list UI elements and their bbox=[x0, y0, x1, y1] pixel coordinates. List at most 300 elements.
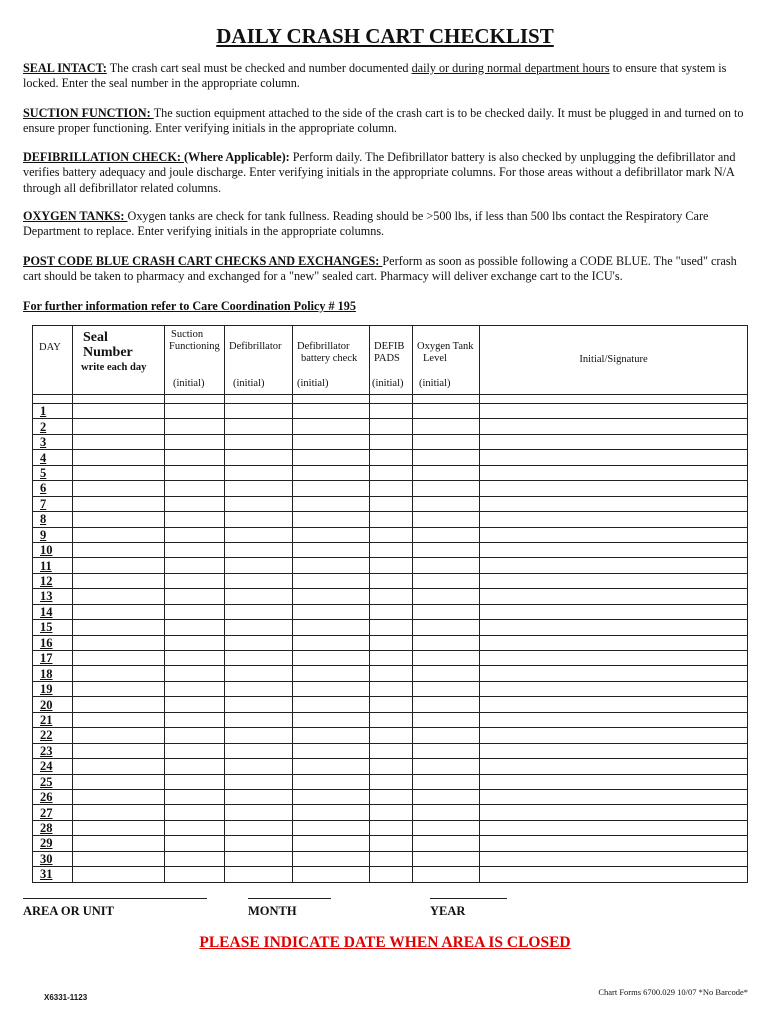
day-number: 17 bbox=[33, 651, 73, 666]
day-number: 3 bbox=[33, 434, 73, 449]
defib-pads-cell[interactable] bbox=[370, 481, 413, 496]
defibrillator-cell[interactable] bbox=[225, 450, 293, 465]
defib-pads-cell[interactable] bbox=[370, 743, 413, 758]
defib-battery-cell[interactable] bbox=[293, 774, 370, 789]
day-row bbox=[33, 851, 748, 866]
defibrillator-cell[interactable] bbox=[225, 419, 293, 434]
day-row bbox=[33, 450, 748, 465]
signature-column-header: Initial/Signature bbox=[480, 326, 748, 395]
suction-cell[interactable] bbox=[165, 820, 225, 835]
suction-cell[interactable] bbox=[165, 604, 225, 619]
defib-pads-header-line2: PADS bbox=[374, 353, 400, 364]
oxygen-cell[interactable] bbox=[413, 820, 480, 835]
seal-number-cell[interactable] bbox=[73, 789, 165, 804]
oxygen-cell[interactable] bbox=[413, 558, 480, 573]
signature-cell[interactable] bbox=[480, 789, 748, 804]
day-column-header: DAY bbox=[33, 326, 73, 395]
seal-number-cell[interactable] bbox=[73, 450, 165, 465]
signature-cell[interactable] bbox=[480, 527, 748, 542]
oxygen-cell[interactable] bbox=[413, 434, 480, 449]
defibrillator-cell[interactable] bbox=[225, 512, 293, 527]
defib-battery-cell[interactable] bbox=[293, 558, 370, 573]
table-header-row bbox=[33, 326, 748, 395]
day-row bbox=[33, 666, 748, 681]
defibrillator-cell[interactable] bbox=[225, 743, 293, 758]
signature-cell[interactable] bbox=[480, 496, 748, 511]
day-row bbox=[33, 728, 748, 743]
day-number: 4 bbox=[33, 450, 73, 465]
signature-cell[interactable] bbox=[480, 851, 748, 866]
defibrillator-column-header bbox=[225, 326, 293, 395]
seal-number-cell[interactable] bbox=[73, 774, 165, 789]
defibrillator-cell[interactable] bbox=[225, 651, 293, 666]
month-label: MONTH bbox=[248, 904, 297, 918]
defib-pads-cell[interactable] bbox=[370, 666, 413, 681]
day-row bbox=[33, 805, 748, 820]
oxygen-header-initial: (initial) bbox=[419, 378, 451, 389]
suction-column-header bbox=[165, 326, 225, 395]
day-number: 1 bbox=[33, 404, 73, 419]
suction-cell[interactable] bbox=[165, 867, 225, 882]
defib-battery-cell[interactable] bbox=[293, 512, 370, 527]
suction-function-instructions bbox=[23, 106, 753, 137]
seal-number-cell[interactable] bbox=[73, 558, 165, 573]
defibrillation-check-text: Perform daily. The Defibrillator battery is also checked by unplugging the defibrillator and verifies battery adequacy and joule discharge. Enter verifying initials in the appropriate columns. For those areas without a defibrillator mark N/A through all defibrillator related columns. bbox=[23, 150, 736, 195]
defib-battery-cell[interactable] bbox=[293, 666, 370, 681]
defib-battery-cell[interactable] bbox=[293, 465, 370, 480]
suction-cell[interactable] bbox=[165, 728, 225, 743]
signature-cell[interactable] bbox=[480, 419, 748, 434]
defibrillator-cell[interactable] bbox=[225, 527, 293, 542]
defibrillator-cell[interactable] bbox=[225, 867, 293, 882]
defibrillator-cell[interactable] bbox=[225, 620, 293, 635]
defib-pads-cell[interactable] bbox=[370, 496, 413, 511]
defib-battery-cell[interactable] bbox=[293, 820, 370, 835]
suction-cell[interactable] bbox=[165, 635, 225, 650]
day-number: 5 bbox=[33, 465, 73, 480]
seal-number-cell[interactable] bbox=[73, 697, 165, 712]
defib-battery-cell[interactable] bbox=[293, 697, 370, 712]
seal-intact-underlined: daily or during normal department hours bbox=[411, 61, 610, 75]
day-row bbox=[33, 759, 748, 774]
defib-battery-cell[interactable] bbox=[293, 867, 370, 882]
seal-number-cell[interactable] bbox=[73, 805, 165, 820]
suction-cell[interactable] bbox=[165, 651, 225, 666]
defib-pads-cell[interactable] bbox=[370, 774, 413, 789]
defib-battery-cell[interactable] bbox=[293, 404, 370, 419]
defibrillator-cell[interactable] bbox=[225, 465, 293, 480]
defibrillator-cell[interactable] bbox=[225, 635, 293, 650]
suction-cell[interactable] bbox=[165, 851, 225, 866]
signature-cell[interactable] bbox=[480, 512, 748, 527]
seal-number-cell[interactable] bbox=[73, 820, 165, 835]
seal-number-cell[interactable] bbox=[73, 527, 165, 542]
signature-cell[interactable] bbox=[480, 651, 748, 666]
signature-cell[interactable] bbox=[480, 743, 748, 758]
day-number: 23 bbox=[33, 743, 73, 758]
seal-number-cell[interactable] bbox=[73, 419, 165, 434]
oxygen-cell[interactable] bbox=[413, 759, 480, 774]
suction-cell[interactable] bbox=[165, 666, 225, 681]
oxygen-cell[interactable] bbox=[413, 542, 480, 557]
suction-cell[interactable] bbox=[165, 620, 225, 635]
day-row bbox=[33, 712, 748, 727]
defibrillator-cell[interactable] bbox=[225, 589, 293, 604]
signature-cell[interactable] bbox=[480, 573, 748, 588]
oxygen-cell[interactable] bbox=[413, 620, 480, 635]
defib-battery-cell[interactable] bbox=[293, 789, 370, 804]
defib-battery-cell[interactable] bbox=[293, 743, 370, 758]
day-number: 21 bbox=[33, 712, 73, 727]
signature-cell[interactable] bbox=[480, 774, 748, 789]
signature-cell[interactable] bbox=[480, 697, 748, 712]
signature-cell[interactable] bbox=[480, 867, 748, 882]
post-code-blue-instructions bbox=[23, 254, 753, 285]
day-row bbox=[33, 681, 748, 696]
suction-cell[interactable] bbox=[165, 465, 225, 480]
defib-battery-cell[interactable] bbox=[293, 450, 370, 465]
suction-cell[interactable] bbox=[165, 697, 225, 712]
oxygen-cell[interactable] bbox=[413, 635, 480, 650]
oxygen-cell[interactable] bbox=[413, 481, 480, 496]
defibrillator-cell[interactable] bbox=[225, 789, 293, 804]
oxygen-cell[interactable] bbox=[413, 651, 480, 666]
defibrillator-cell[interactable] bbox=[225, 666, 293, 681]
defib-battery-cell[interactable] bbox=[293, 712, 370, 727]
oxygen-cell[interactable] bbox=[413, 697, 480, 712]
defibrillator-cell[interactable] bbox=[225, 805, 293, 820]
defib-battery-cell[interactable] bbox=[293, 759, 370, 774]
defib-battery-cell[interactable] bbox=[293, 496, 370, 511]
seal-number-cell[interactable] bbox=[73, 496, 165, 511]
defibrillator-cell[interactable] bbox=[225, 542, 293, 557]
defib-battery-cell[interactable] bbox=[293, 635, 370, 650]
day-row bbox=[33, 743, 748, 758]
defib-battery-cell[interactable] bbox=[293, 589, 370, 604]
defib-pads-cell[interactable] bbox=[370, 419, 413, 434]
oxygen-cell[interactable] bbox=[413, 465, 480, 480]
seal-number-cell[interactable] bbox=[73, 404, 165, 419]
defib-pads-cell[interactable] bbox=[370, 728, 413, 743]
day-number: 31 bbox=[33, 867, 73, 882]
day-row bbox=[33, 434, 748, 449]
oxygen-cell[interactable] bbox=[413, 404, 480, 419]
seal-number-cell[interactable] bbox=[73, 759, 165, 774]
signature-cell[interactable] bbox=[480, 558, 748, 573]
seal-intact-text-a: The crash cart seal must be checked and number documented bbox=[106, 61, 412, 75]
defib-battery-cell[interactable] bbox=[293, 419, 370, 434]
suction-cell[interactable] bbox=[165, 404, 225, 419]
day-number: 20 bbox=[33, 697, 73, 712]
day-number: 27 bbox=[33, 805, 73, 820]
seal-header-line1: Seal bbox=[83, 330, 108, 345]
defib-pads-cell[interactable] bbox=[370, 820, 413, 835]
defib-battery-cell[interactable] bbox=[293, 434, 370, 449]
day-number: 7 bbox=[33, 496, 73, 511]
checklist-table bbox=[32, 325, 748, 883]
defib-pads-column-header bbox=[370, 326, 413, 395]
seal-number-cell[interactable] bbox=[73, 666, 165, 681]
oxygen-cell[interactable] bbox=[413, 851, 480, 866]
day-number: 16 bbox=[33, 635, 73, 650]
defib-pads-cell[interactable] bbox=[370, 681, 413, 696]
day-number: 24 bbox=[33, 759, 73, 774]
defib-battery-cell[interactable] bbox=[293, 542, 370, 557]
oxygen-cell[interactable] bbox=[413, 712, 480, 727]
closed-notice: PLEASE INDICATE DATE WHEN AREA IS CLOSED bbox=[199, 934, 571, 951]
suction-header-line1: Suction bbox=[171, 329, 204, 340]
defib-battery-cell[interactable] bbox=[293, 728, 370, 743]
seal-number-cell[interactable] bbox=[73, 681, 165, 696]
seal-number-cell[interactable] bbox=[73, 512, 165, 527]
defib-battery-header-line2: battery check bbox=[301, 353, 358, 364]
signature-cell[interactable] bbox=[480, 604, 748, 619]
oxygen-cell[interactable] bbox=[413, 681, 480, 696]
defibrillator-cell[interactable] bbox=[225, 573, 293, 588]
oxygen-cell[interactable] bbox=[413, 450, 480, 465]
day-row bbox=[33, 867, 748, 882]
oxygen-cell[interactable] bbox=[413, 867, 480, 882]
suction-cell[interactable] bbox=[165, 481, 225, 496]
seal-number-cell[interactable] bbox=[73, 465, 165, 480]
defib-pads-cell[interactable] bbox=[370, 512, 413, 527]
signature-cell[interactable] bbox=[480, 450, 748, 465]
defibrillator-cell[interactable] bbox=[225, 712, 293, 727]
defib-pads-cell[interactable] bbox=[370, 465, 413, 480]
defib-battery-cell[interactable] bbox=[293, 681, 370, 696]
year-label: YEAR bbox=[430, 904, 466, 918]
suction-cell[interactable] bbox=[165, 419, 225, 434]
signature-cell[interactable] bbox=[480, 712, 748, 727]
suction-cell[interactable] bbox=[165, 434, 225, 449]
suction-cell[interactable] bbox=[165, 681, 225, 696]
suction-cell[interactable] bbox=[165, 542, 225, 557]
oxygen-cell[interactable] bbox=[413, 512, 480, 527]
defibrillator-cell[interactable] bbox=[225, 774, 293, 789]
defib-pads-cell[interactable] bbox=[370, 697, 413, 712]
defib-battery-cell[interactable] bbox=[293, 527, 370, 542]
oxygen-cell[interactable] bbox=[413, 496, 480, 511]
defib-pads-cell[interactable] bbox=[370, 434, 413, 449]
day-row bbox=[33, 419, 748, 434]
seal-number-cell[interactable] bbox=[73, 604, 165, 619]
defibrillator-cell[interactable] bbox=[225, 558, 293, 573]
defibrillator-cell[interactable] bbox=[225, 681, 293, 696]
defib-pads-header-initial: (initial) bbox=[372, 378, 404, 389]
defibrillator-cell[interactable] bbox=[225, 697, 293, 712]
defibrillator-cell[interactable] bbox=[225, 481, 293, 496]
signature-cell[interactable] bbox=[480, 434, 748, 449]
oxygen-cell[interactable] bbox=[413, 728, 480, 743]
seal-number-cell[interactable] bbox=[73, 542, 165, 557]
day-row bbox=[33, 789, 748, 804]
oxygen-cell[interactable] bbox=[413, 666, 480, 681]
defib-battery-cell[interactable] bbox=[293, 620, 370, 635]
defib-pads-cell[interactable] bbox=[370, 620, 413, 635]
day-row bbox=[33, 774, 748, 789]
seal-number-cell[interactable] bbox=[73, 573, 165, 588]
day-row bbox=[33, 573, 748, 588]
seal-number-cell[interactable] bbox=[73, 635, 165, 650]
defib-battery-cell[interactable] bbox=[293, 573, 370, 588]
day-row bbox=[33, 496, 748, 511]
signature-cell[interactable] bbox=[480, 404, 748, 419]
day-row bbox=[33, 465, 748, 480]
seal-number-cell[interactable] bbox=[73, 620, 165, 635]
defibrillation-check-heading: DEFIBRILLATION CHECK: bbox=[23, 150, 184, 164]
defib-pads-cell[interactable] bbox=[370, 789, 413, 804]
day-row bbox=[33, 836, 748, 851]
signature-cell[interactable] bbox=[480, 836, 748, 851]
seal-number-cell[interactable] bbox=[73, 589, 165, 604]
defib-pads-cell[interactable] bbox=[370, 851, 413, 866]
defibrillation-check-instructions bbox=[23, 150, 753, 196]
oxygen-cell[interactable] bbox=[413, 589, 480, 604]
seal-intact-heading: SEAL INTACT: bbox=[23, 61, 107, 75]
day-number: 13 bbox=[33, 589, 73, 604]
oxygen-cell[interactable] bbox=[413, 789, 480, 804]
day-number: 9 bbox=[33, 527, 73, 542]
defib-pads-cell[interactable] bbox=[370, 635, 413, 650]
defibrillator-cell[interactable] bbox=[225, 820, 293, 835]
defibrillator-cell[interactable] bbox=[225, 496, 293, 511]
suction-cell[interactable] bbox=[165, 759, 225, 774]
oxygen-cell[interactable] bbox=[413, 419, 480, 434]
signature-cell[interactable] bbox=[480, 728, 748, 743]
day-row bbox=[33, 542, 748, 557]
suction-cell[interactable] bbox=[165, 558, 225, 573]
further-information: For further information refer to Care Coordination Policy # 195 bbox=[23, 299, 356, 313]
suction-cell[interactable] bbox=[165, 573, 225, 588]
seal-number-column-header bbox=[73, 326, 165, 395]
oxygen-cell[interactable] bbox=[413, 743, 480, 758]
defibrillator-cell[interactable] bbox=[225, 404, 293, 419]
suction-cell[interactable] bbox=[165, 836, 225, 851]
defib-pads-cell[interactable] bbox=[370, 651, 413, 666]
suction-cell[interactable] bbox=[165, 789, 225, 804]
defib-battery-cell[interactable] bbox=[293, 836, 370, 851]
defibrillator-cell[interactable] bbox=[225, 434, 293, 449]
defib-pads-cell[interactable] bbox=[370, 604, 413, 619]
signature-cell[interactable] bbox=[480, 481, 748, 496]
oxygen-cell[interactable] bbox=[413, 527, 480, 542]
oxygen-cell[interactable] bbox=[413, 573, 480, 588]
day-row bbox=[33, 635, 748, 650]
day-row bbox=[33, 697, 748, 712]
seal-number-cell[interactable] bbox=[73, 651, 165, 666]
oxygen-cell[interactable] bbox=[413, 836, 480, 851]
signature-cell[interactable] bbox=[480, 759, 748, 774]
defib-battery-cell[interactable] bbox=[293, 481, 370, 496]
day-row bbox=[33, 481, 748, 496]
suction-cell[interactable] bbox=[165, 450, 225, 465]
signature-cell[interactable] bbox=[480, 820, 748, 835]
post-code-blue-heading: POST CODE BLUE CRASH CART CHECKS AND EXCHANGES: bbox=[23, 254, 383, 268]
seal-number-cell[interactable] bbox=[73, 851, 165, 866]
signature-cell[interactable] bbox=[480, 805, 748, 820]
suction-cell[interactable] bbox=[165, 527, 225, 542]
defibrillator-cell[interactable] bbox=[225, 851, 293, 866]
seal-number-cell[interactable] bbox=[73, 836, 165, 851]
defib-pads-cell[interactable] bbox=[370, 836, 413, 851]
defib-pads-cell[interactable] bbox=[370, 542, 413, 557]
oxygen-cell[interactable] bbox=[413, 774, 480, 789]
defibrillator-cell[interactable] bbox=[225, 759, 293, 774]
defib-battery-cell[interactable] bbox=[293, 651, 370, 666]
defib-pads-cell[interactable] bbox=[370, 573, 413, 588]
signature-cell[interactable] bbox=[480, 681, 748, 696]
suction-cell[interactable] bbox=[165, 589, 225, 604]
suction-header-line2: Functioning bbox=[169, 341, 220, 352]
defibrillator-cell[interactable] bbox=[225, 836, 293, 851]
post-code-blue-text: Perform as soon as possible following a CODE BLUE. The "used" crash cart should be taken to pharmacy and exchanged for a "new" sealed cart. Pharmacy will deliver exchange cart to the ICU's. bbox=[23, 254, 737, 284]
signature-cell[interactable] bbox=[480, 666, 748, 681]
area-unit-line bbox=[23, 898, 207, 899]
suction-function-heading: SUCTION FUNCTION: bbox=[23, 106, 154, 120]
defib-pads-cell[interactable] bbox=[370, 867, 413, 882]
signature-cell[interactable] bbox=[480, 542, 748, 557]
defibrillator-cell[interactable] bbox=[225, 604, 293, 619]
defib-pads-cell[interactable] bbox=[370, 589, 413, 604]
defib-battery-header-line1: Defibrillator bbox=[297, 341, 350, 352]
defib-pads-cell[interactable] bbox=[370, 759, 413, 774]
defib-pads-cell[interactable] bbox=[370, 527, 413, 542]
oxygen-cell[interactable] bbox=[413, 604, 480, 619]
signature-cell[interactable] bbox=[480, 635, 748, 650]
day-row bbox=[33, 651, 748, 666]
defib-pads-header-line1: DEFIB bbox=[374, 341, 405, 352]
defib-pads-cell[interactable] bbox=[370, 558, 413, 573]
defib-battery-column-header bbox=[293, 326, 370, 395]
day-row bbox=[33, 620, 748, 635]
header-spacer-row bbox=[33, 395, 748, 404]
suction-cell[interactable] bbox=[165, 743, 225, 758]
seal-number-cell[interactable] bbox=[73, 712, 165, 727]
day-number: 15 bbox=[33, 620, 73, 635]
day-number: 10 bbox=[33, 542, 73, 557]
suction-cell[interactable] bbox=[165, 774, 225, 789]
signature-cell[interactable] bbox=[480, 465, 748, 480]
seal-number-cell[interactable] bbox=[73, 728, 165, 743]
defib-battery-cell[interactable] bbox=[293, 805, 370, 820]
seal-number-cell[interactable] bbox=[73, 481, 165, 496]
defibrillator-cell[interactable] bbox=[225, 728, 293, 743]
day-number: 28 bbox=[33, 820, 73, 835]
seal-number-cell[interactable] bbox=[73, 743, 165, 758]
oxygen-cell[interactable] bbox=[413, 805, 480, 820]
day-number: 25 bbox=[33, 774, 73, 789]
signature-cell[interactable] bbox=[480, 620, 748, 635]
defib-pads-cell[interactable] bbox=[370, 712, 413, 727]
day-number: 30 bbox=[33, 851, 73, 866]
suction-cell[interactable] bbox=[165, 496, 225, 511]
chart-forms-reference: Chart Forms 6700.029 10/07 *No Barcode* bbox=[598, 987, 748, 997]
day-number: 26 bbox=[33, 789, 73, 804]
suction-cell[interactable] bbox=[165, 805, 225, 820]
seal-number-cell[interactable] bbox=[73, 434, 165, 449]
seal-number-cell[interactable] bbox=[73, 867, 165, 882]
defib-battery-cell[interactable] bbox=[293, 851, 370, 866]
defibrillator-header-label: Defibrillator bbox=[229, 341, 282, 352]
defib-battery-cell[interactable] bbox=[293, 604, 370, 619]
suction-cell[interactable] bbox=[165, 512, 225, 527]
defib-pads-cell[interactable] bbox=[370, 805, 413, 820]
signature-cell[interactable] bbox=[480, 589, 748, 604]
defib-pads-cell[interactable] bbox=[370, 404, 413, 419]
suction-cell[interactable] bbox=[165, 712, 225, 727]
defib-pads-cell[interactable] bbox=[370, 450, 413, 465]
day-row bbox=[33, 604, 748, 619]
